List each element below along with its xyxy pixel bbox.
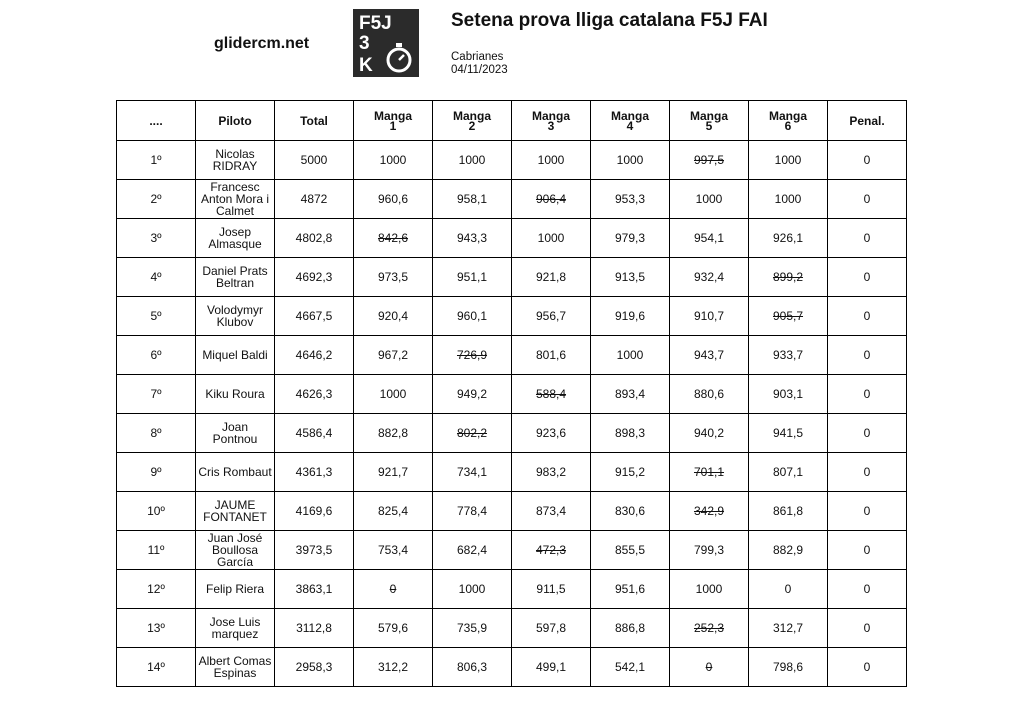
f5j-logo: [353, 9, 419, 77]
header-row: [117, 101, 907, 141]
round-3-cell: 588,4: [512, 375, 591, 414]
penalty-cell: 0: [828, 453, 907, 492]
penalty-cell: 0: [828, 531, 907, 570]
pilot-cell: Kiku Roura: [196, 375, 275, 414]
round-2-cell: 778,4: [433, 492, 512, 531]
logo-line-1: F5J: [359, 13, 392, 34]
round-2-cell: 958,1: [433, 180, 512, 219]
round-6-cell: 926,1: [749, 219, 828, 258]
total-cell: 3973,5: [275, 531, 354, 570]
round-6-cell: 905,7: [749, 297, 828, 336]
table-row: [117, 414, 907, 453]
table-row: [117, 258, 907, 297]
round-3-cell: 921,8: [512, 258, 591, 297]
col-round-6: Manga 6: [749, 101, 828, 141]
round-2-cell: 951,1: [433, 258, 512, 297]
round-5-cell: 1000: [670, 570, 749, 609]
round-5-cell: 932,4: [670, 258, 749, 297]
table-row: [117, 492, 907, 531]
round-1-cell: 0: [354, 570, 433, 609]
table-row: [117, 219, 907, 258]
round-5-cell: 910,7: [670, 297, 749, 336]
round-4-cell: 855,5: [591, 531, 670, 570]
position-cell: 5º: [117, 297, 196, 336]
penalty-cell: 0: [828, 414, 907, 453]
position-cell: 9º: [117, 453, 196, 492]
penalty-cell: 0: [828, 219, 907, 258]
round-1-cell: 960,6: [354, 180, 433, 219]
round-2-cell: 1000: [433, 141, 512, 180]
table-row: [117, 180, 907, 219]
round-5-cell: 252,3: [670, 609, 749, 648]
table-row: [117, 570, 907, 609]
penalty-cell: 0: [828, 492, 907, 531]
round-3-cell: 983,2: [512, 453, 591, 492]
results-body: [117, 141, 907, 687]
penalty-cell: 0: [828, 180, 907, 219]
position-cell: 4º: [117, 258, 196, 297]
round-2-cell: 806,3: [433, 648, 512, 687]
round-2-cell: 943,3: [433, 219, 512, 258]
round-2-cell: 1000: [433, 570, 512, 609]
round-6-cell: 941,5: [749, 414, 828, 453]
round-1-cell: 920,4: [354, 297, 433, 336]
pilot-cell: Miquel Baldi: [196, 336, 275, 375]
total-cell: 4692,3: [275, 258, 354, 297]
round-4-cell: 1000: [591, 336, 670, 375]
round-3-cell: 911,5: [512, 570, 591, 609]
total-cell: 5000: [275, 141, 354, 180]
total-cell: 4646,2: [275, 336, 354, 375]
pilot-cell: Cris Rombaut: [196, 453, 275, 492]
round-5-cell: 342,9: [670, 492, 749, 531]
penalty-cell: 0: [828, 609, 907, 648]
round-2-cell: 949,2: [433, 375, 512, 414]
position-cell: 13º: [117, 609, 196, 648]
logo-line-3: K: [359, 55, 373, 76]
col-round-2: Manga 2: [433, 101, 512, 141]
total-cell: 4872: [275, 180, 354, 219]
results-table: [116, 100, 907, 687]
table-row: [117, 336, 907, 375]
round-4-cell: 915,2: [591, 453, 670, 492]
penalty-cell: 0: [828, 297, 907, 336]
round-1-cell: 967,2: [354, 336, 433, 375]
round-1-cell: 1000: [354, 375, 433, 414]
round-1-cell: 1000: [354, 141, 433, 180]
round-6-cell: 903,1: [749, 375, 828, 414]
total-cell: 4667,5: [275, 297, 354, 336]
round-6-cell: 861,8: [749, 492, 828, 531]
position-cell: 2º: [117, 180, 196, 219]
pilot-cell: Nicolas RIDRAY: [196, 141, 275, 180]
round-2-cell: 726,9: [433, 336, 512, 375]
col-total: Total: [275, 101, 354, 141]
round-5-cell: 880,6: [670, 375, 749, 414]
round-5-cell: 799,3: [670, 531, 749, 570]
round-3-cell: 873,4: [512, 492, 591, 531]
round-2-cell: 960,1: [433, 297, 512, 336]
position-cell: 12º: [117, 570, 196, 609]
col-pilot: Piloto: [196, 101, 275, 141]
round-4-cell: 830,6: [591, 492, 670, 531]
round-5-cell: 940,2: [670, 414, 749, 453]
penalty-cell: 0: [828, 570, 907, 609]
round-3-cell: 923,6: [512, 414, 591, 453]
round-5-cell: 943,7: [670, 336, 749, 375]
round-1-cell: 842,6: [354, 219, 433, 258]
col-round-3: Manga 3: [512, 101, 591, 141]
round-3-cell: 906,4: [512, 180, 591, 219]
pilot-cell: Jose Luis marquez: [196, 609, 275, 648]
round-3-cell: 1000: [512, 219, 591, 258]
round-4-cell: 898,3: [591, 414, 670, 453]
round-4-cell: 893,4: [591, 375, 670, 414]
round-6-cell: 1000: [749, 141, 828, 180]
round-5-cell: 0: [670, 648, 749, 687]
total-cell: 3112,8: [275, 609, 354, 648]
position-cell: 14º: [117, 648, 196, 687]
position-cell: 7º: [117, 375, 196, 414]
total-cell: 4802,8: [275, 219, 354, 258]
round-4-cell: 919,6: [591, 297, 670, 336]
table-row: [117, 375, 907, 414]
round-4-cell: 542,1: [591, 648, 670, 687]
round-2-cell: 802,2: [433, 414, 512, 453]
pilot-cell: Albert Comas Espinas: [196, 648, 275, 687]
pilot-cell: JAUME FONTANET: [196, 492, 275, 531]
position-cell: 11º: [117, 531, 196, 570]
col-round-1: Manga 1: [354, 101, 433, 141]
round-1-cell: 921,7: [354, 453, 433, 492]
round-6-cell: 798,6: [749, 648, 828, 687]
round-1-cell: 825,4: [354, 492, 433, 531]
round-5-cell: 954,1: [670, 219, 749, 258]
total-cell: 4626,3: [275, 375, 354, 414]
logo-line-2: 3: [359, 33, 370, 54]
page-title: Setena prova lliga catalana F5J FAI: [451, 10, 768, 31]
site-name: glidercm.net: [214, 35, 310, 52]
position-cell: 1º: [117, 141, 196, 180]
round-1-cell: 579,6: [354, 609, 433, 648]
round-5-cell: 997,5: [670, 141, 749, 180]
round-5-cell: 701,1: [670, 453, 749, 492]
penalty-cell: 0: [828, 375, 907, 414]
round-3-cell: 597,8: [512, 609, 591, 648]
round-6-cell: 807,1: [749, 453, 828, 492]
position-cell: 3º: [117, 219, 196, 258]
col-round-5: Manga 5: [670, 101, 749, 141]
col-round-4: Manga 4: [591, 101, 670, 141]
total-cell: 4361,3: [275, 453, 354, 492]
penalty-cell: 0: [828, 648, 907, 687]
round-2-cell: 734,1: [433, 453, 512, 492]
pilot-cell: Josep Almasque: [196, 219, 275, 258]
pilot-cell: Felip Riera: [196, 570, 275, 609]
penalty-cell: 0: [828, 336, 907, 375]
table-row: [117, 609, 907, 648]
total-cell: 3863,1: [275, 570, 354, 609]
round-4-cell: 951,6: [591, 570, 670, 609]
col-penalty: Penal.: [828, 101, 907, 141]
round-6-cell: 933,7: [749, 336, 828, 375]
penalty-cell: 0: [828, 258, 907, 297]
total-cell: 4586,4: [275, 414, 354, 453]
round-4-cell: 913,5: [591, 258, 670, 297]
table-row: [117, 141, 907, 180]
round-3-cell: 1000: [512, 141, 591, 180]
round-1-cell: 882,8: [354, 414, 433, 453]
round-1-cell: 312,2: [354, 648, 433, 687]
penalty-cell: 0: [828, 141, 907, 180]
position-cell: 6º: [117, 336, 196, 375]
round-6-cell: 1000: [749, 180, 828, 219]
round-1-cell: 973,5: [354, 258, 433, 297]
table-row: [117, 453, 907, 492]
round-3-cell: 956,7: [512, 297, 591, 336]
table-row: [117, 648, 907, 687]
round-2-cell: 735,9: [433, 609, 512, 648]
pilot-cell: Francesc Anton Mora i Calmet: [196, 180, 275, 219]
table-row: [117, 531, 907, 570]
round-3-cell: 499,1: [512, 648, 591, 687]
pilot-cell: Joan Pontnou: [196, 414, 275, 453]
stopwatch-icon: [353, 9, 419, 77]
round-4-cell: 953,3: [591, 180, 670, 219]
position-cell: 8º: [117, 414, 196, 453]
total-cell: 4169,6: [275, 492, 354, 531]
round-6-cell: 0: [749, 570, 828, 609]
round-6-cell: 312,7: [749, 609, 828, 648]
round-5-cell: 1000: [670, 180, 749, 219]
event-info: [451, 51, 508, 77]
event-date: 04/11/2023: [451, 64, 508, 76]
event-location: Cabrianes: [451, 51, 504, 63]
pilot-cell: Juan José Boullosa García: [196, 531, 275, 570]
table-row: [117, 297, 907, 336]
total-cell: 2958,3: [275, 648, 354, 687]
round-4-cell: 1000: [591, 141, 670, 180]
round-2-cell: 682,4: [433, 531, 512, 570]
pilot-cell: Daniel Prats Beltran: [196, 258, 275, 297]
round-4-cell: 886,8: [591, 609, 670, 648]
round-6-cell: 882,9: [749, 531, 828, 570]
round-1-cell: 753,4: [354, 531, 433, 570]
round-6-cell: 899,2: [749, 258, 828, 297]
pilot-cell: Volodymyr Klubov: [196, 297, 275, 336]
position-cell: 10º: [117, 492, 196, 531]
col-position: ....: [117, 101, 196, 141]
round-4-cell: 979,3: [591, 219, 670, 258]
round-3-cell: 472,3: [512, 531, 591, 570]
round-3-cell: 801,6: [512, 336, 591, 375]
